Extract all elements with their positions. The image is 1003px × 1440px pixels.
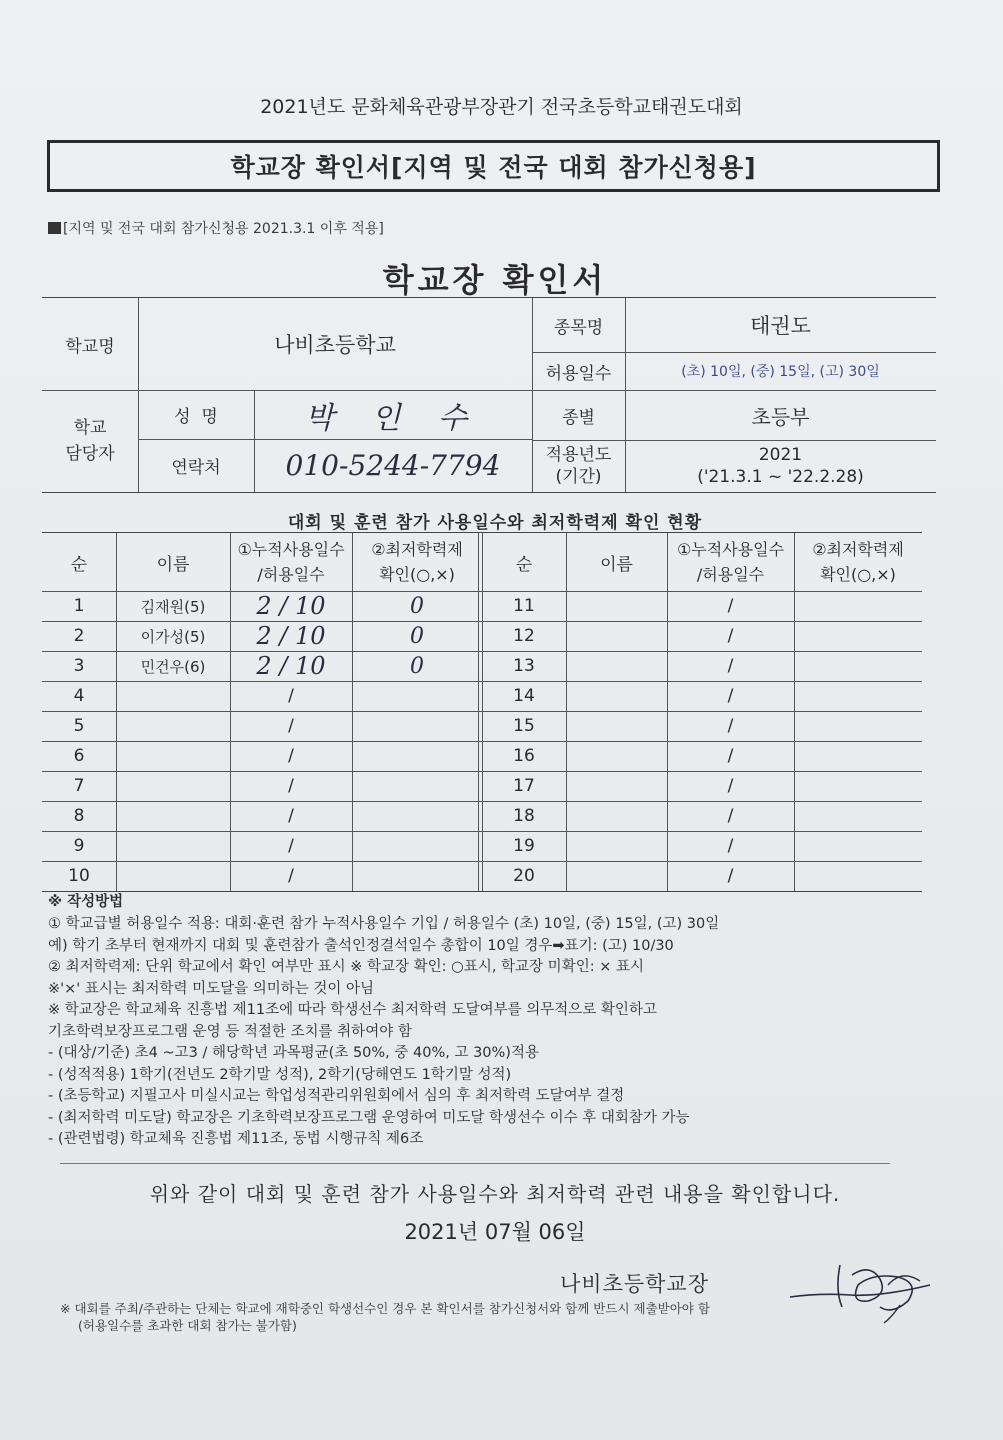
- row-days: /: [727, 836, 734, 856]
- period-range: ('21.3.1 ~ '22.2.28): [697, 467, 864, 487]
- row-no: 17: [513, 776, 535, 796]
- manager-name-value: 박 인 수: [304, 400, 481, 436]
- row-days: /: [288, 806, 294, 826]
- instruction-line: ※ 학교장은 학교체육 진흥법 제11조에 따라 학생선수 최저학력 도달여부를 의무적으로 확인하고: [48, 1002, 657, 1018]
- row-name: [116, 771, 230, 801]
- row-no: 3: [73, 656, 85, 676]
- row-no: 2: [73, 626, 85, 646]
- header-days: ①누적사용일수 /허용일수: [676, 540, 785, 584]
- header-cert: ②최저학력제 확인(○,×): [371, 540, 463, 584]
- header-cert: ②최저학력제 확인(○,×): [812, 540, 904, 584]
- manager-label: 학교 담당자: [65, 418, 115, 464]
- manager-name-label: 성 명: [174, 407, 218, 427]
- divider: [60, 1163, 890, 1164]
- event-value: 태권도: [750, 314, 811, 338]
- row-cert: 0: [410, 623, 424, 649]
- row-no: 14: [513, 686, 535, 706]
- row-no: 13: [513, 656, 535, 676]
- footnote-line-2: (허용일수를 초과한 대회 참가는 불가함): [78, 1318, 297, 1333]
- row-no: 1: [73, 596, 85, 616]
- event-title: 2021년도 문화체육관광부장관기 전국초등학교태권도대회: [260, 96, 743, 118]
- row-name: [116, 681, 230, 711]
- row-cert: [352, 711, 482, 741]
- row-days: /: [288, 686, 294, 706]
- footnote: [60, 1300, 710, 1334]
- instruction-line: - (성적적용) 1학기(전년도 2학기말 성적), 2학기(당해연도 1학기말 성적): [48, 1066, 512, 1083]
- main-title: 학교장 확인서: [382, 261, 608, 299]
- row-days: /: [727, 626, 734, 646]
- header-no: 순: [515, 554, 533, 575]
- row-cert: [352, 801, 482, 831]
- row-no: 20: [513, 866, 535, 886]
- row-name: 민건우(6): [140, 657, 206, 676]
- row-cert: [794, 741, 922, 771]
- instruction-line: - (관련법령) 학교체육 진흥법 제11조, 동법 시행규칙 제6조: [48, 1131, 424, 1147]
- row-days: /: [727, 656, 734, 676]
- row-no: 11: [513, 596, 535, 616]
- row-cert: [794, 621, 922, 651]
- instruction-line: ② 최저학력제: 단위 학교에서 확인 여부만 표시 ※ 학교장 확인: ○표시, 학교장 미확인: × 표시: [48, 959, 644, 975]
- row-name: [566, 831, 667, 861]
- info-table: [42, 297, 936, 493]
- row-name: [116, 711, 230, 741]
- row-days: /: [288, 776, 294, 796]
- allowed-days-value: (초) 10일, (중) 15일, (고) 30일: [681, 364, 880, 380]
- school-name-label: 학교명: [65, 336, 115, 357]
- row-cert: [794, 771, 922, 801]
- row-no: 7: [73, 776, 85, 796]
- row-days: 2 / 10: [256, 592, 326, 620]
- row-name: [566, 861, 667, 891]
- row-cert: [794, 801, 922, 831]
- row-name: [566, 681, 667, 711]
- row-name: [116, 831, 230, 861]
- row-name: [566, 801, 667, 831]
- instruction-line: - (최저학력 미도달) 학교장은 기초학력보장프로그램 운영하여 미도달 학생선수 이수 후 대회참가 가능: [48, 1109, 690, 1126]
- row-days: /: [727, 596, 734, 616]
- usage-table-title: 대회 및 훈련 참가 사용일수와 최저학력제 확인 현황: [287, 513, 703, 533]
- period-label: 적용년도 (기간): [545, 445, 612, 487]
- row-days: 2 / 10: [256, 622, 326, 650]
- row-cert: [352, 681, 482, 711]
- row-cert: [352, 861, 482, 891]
- principal-signature: [780, 1245, 940, 1325]
- row-name: [566, 621, 667, 651]
- instruction-line: ※ 작성방법: [48, 894, 124, 910]
- form-title-box: 학교장 확인서[지역 및 전국 대회 참가신청용]: [47, 140, 940, 192]
- row-name: 이가성(5): [140, 627, 206, 646]
- row-days: /: [727, 686, 734, 706]
- contact-value: 010-5244-7794: [285, 449, 501, 482]
- row-days: /: [727, 806, 734, 826]
- event-label: 종목명: [553, 317, 604, 338]
- row-no: 4: [73, 686, 85, 706]
- header-name: 이름: [600, 554, 633, 575]
- row-cert: [352, 831, 482, 861]
- row-name: [566, 741, 667, 771]
- row-name: 김재원(5): [140, 597, 206, 616]
- row-name: [116, 861, 230, 891]
- row-no: 6: [73, 746, 85, 766]
- row-no: 15: [513, 716, 535, 736]
- row-no: 5: [73, 716, 85, 736]
- row-cert: [794, 591, 922, 621]
- row-days: /: [288, 716, 294, 736]
- instruction-line: 예) 학기 초부터 현재까지 대회 및 훈련참가 출석인정결석일수 총합이 10일 경우➡표기: (고) 10/30: [48, 937, 674, 954]
- row-cert: [794, 651, 922, 681]
- footnote-line-1: ※ 대회를 주최/주관하는 단체는 학교에 재학중인 학생선수인 경우 본 확인서를 참가신청서와 함께 반드시 제출받아야 함: [60, 1301, 710, 1316]
- row-no: 9: [73, 836, 85, 856]
- confirmation-statement: 위와 같이 대회 및 훈련 참가 사용일수와 최저학력 관련 내용을 확인합니다.: [149, 1182, 841, 1206]
- period-year: 2021: [758, 445, 803, 465]
- school-name-value: 나비초등학교: [274, 333, 396, 357]
- row-days: /: [727, 866, 734, 886]
- square-bullet-icon: [48, 222, 61, 234]
- row-no: 16: [513, 746, 535, 766]
- row-days: /: [288, 866, 294, 886]
- period-value: [625, 440, 936, 492]
- instruction-line: ※'×' 표시는 최저학력 미도달을 의미하는 것이 아님: [48, 980, 375, 997]
- row-cert: [794, 681, 922, 711]
- category-value: 초등부: [751, 404, 810, 429]
- row-cert: [794, 711, 922, 741]
- row-days: /: [727, 746, 734, 766]
- contact-label: 연락처: [171, 458, 221, 478]
- category-label: 종별: [562, 407, 595, 428]
- row-no: 19: [513, 836, 535, 856]
- row-name: [566, 711, 667, 741]
- row-name: [116, 801, 230, 831]
- row-no: 12: [513, 626, 535, 646]
- row-name: [566, 771, 667, 801]
- row-name: [566, 651, 667, 681]
- row-cert: [794, 831, 922, 861]
- confirmation-date: 2021년 07월 06일: [404, 1220, 586, 1244]
- row-no: 8: [73, 806, 85, 826]
- applicability-note: [48, 218, 384, 238]
- row-days: /: [727, 776, 734, 796]
- instruction-line: ① 학교급별 허용일수 적용: 대회·훈련 참가 누적사용일수 기입 / 허용일수 (초) 10일, (중) 15일, (고) 30일: [48, 916, 720, 932]
- header-days: ①누적사용일수 /허용일수: [237, 540, 345, 584]
- row-no: 10: [68, 866, 90, 886]
- header-no: 순: [70, 554, 88, 575]
- header-name: 이름: [156, 554, 190, 575]
- row-cert: [352, 771, 482, 801]
- row-cert: [794, 861, 922, 891]
- applicability-note-text: [지역 및 전국 대회 참가신청용 2021.3.1 이후 적용]: [63, 221, 384, 237]
- row-cert: [352, 741, 482, 771]
- row-no: 18: [513, 806, 535, 826]
- usage-table: [42, 532, 922, 892]
- row-cert: 0: [410, 593, 424, 619]
- row-cert: 0: [410, 653, 424, 679]
- row-days: /: [727, 716, 734, 736]
- row-name: [116, 741, 230, 771]
- row-name: [566, 591, 667, 621]
- instruction-line: 기초학력보장프로그램 운영 등 적절한 조치를 취하여야 함: [48, 1023, 412, 1040]
- instruction-line: - (대상/기준) 초4 ~고3 / 해당학년 과목평균(초 50%, 중 40%, 고 30%)적용: [48, 1045, 539, 1061]
- allowed-days-label: 허용일수: [545, 363, 612, 384]
- principal-title: 나비초등학교장: [560, 1272, 710, 1296]
- instruction-line: - (초등학교) 지필고사 미실시교는 학업성적관리위원회에서 심의 후 최저학력 도달여부 결정: [48, 1088, 625, 1104]
- row-days: /: [288, 836, 294, 856]
- row-days: /: [288, 746, 294, 766]
- row-days: 2 / 10: [256, 652, 326, 680]
